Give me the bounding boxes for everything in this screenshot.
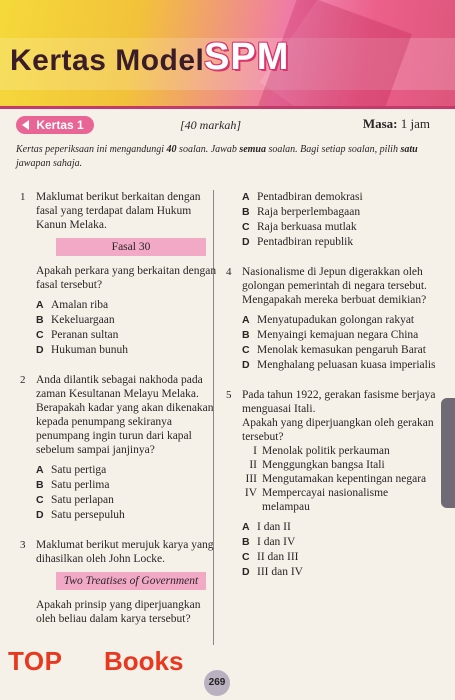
question-text: Berapakah kadar yang akan dikenakan kepada penumpang sekiranya penumpang ingin turun dari kapal sebelum sampai janjinya? (36, 402, 214, 456)
banner-spm-badge: SPM (204, 36, 290, 78)
option-d[interactable]: D III dan IV (242, 566, 303, 578)
question-5 (226, 388, 436, 579)
question-3-options (226, 190, 436, 249)
option-c[interactable]: C Satu perlapan (36, 494, 114, 506)
option-d[interactable]: D Menghalang peluasan kuasa imperialis (242, 359, 436, 371)
option-c[interactable]: C II dan III (242, 551, 299, 563)
option-c[interactable]: C Menolak kemasukan pengaruh Barat (242, 344, 426, 356)
logo-books-text: Books (104, 646, 184, 676)
question-number: 1 (20, 191, 26, 203)
statement-ii: II Menggungkan bangsa Itali (249, 459, 385, 471)
question-4 (226, 265, 436, 372)
option-b[interactable]: B Satu perlima (36, 479, 110, 491)
question-2 (20, 373, 220, 522)
option-b[interactable]: B I dan IV (242, 536, 296, 548)
instructions: Kertas peperiksaan ini mengandungi 40 soalan. Jawab semua soalan. Bagi setiap soalan, pilih satu jawapan sahaja. (16, 144, 418, 169)
paper-header (14, 114, 434, 136)
arrow-left-icon (22, 120, 29, 130)
question-stem: Pada tahun 1922, gerakan fasisme berjaya menguasai Itali. (242, 389, 436, 415)
question-stem: Nasionalisme di Jepun digerakkan oleh golongan pemerintah di negara tersebut. (242, 266, 427, 292)
question-text: Apakah perkara yang berkaitan dengan fasal tersebut? (36, 265, 217, 291)
banner-title: Kertas Model (10, 44, 205, 77)
question-number: 4 (226, 266, 232, 278)
statement-i: I Menolak politik perkauman (253, 445, 390, 457)
paper-label: Kertas 1 (36, 118, 84, 132)
question-number: 3 (20, 539, 26, 551)
option-a[interactable]: A Satu pertiga (36, 464, 107, 476)
question-number: 2 (20, 374, 26, 386)
header-rule (0, 106, 455, 109)
right-column (226, 190, 436, 595)
time-label: Masa: 1 jam (362, 116, 430, 131)
option-c[interactable]: C Peranan sultan (36, 329, 119, 341)
title-banner (0, 0, 455, 106)
question-text: Apakah yang diperjuangkan oleh gerakan tersebut? (242, 417, 434, 443)
statement-iv: IV Mempercayai nasionalisme melampau (244, 487, 389, 513)
marks-label: [40 markah] (180, 118, 242, 132)
option-b[interactable]: B Kekeluargaan (36, 314, 115, 326)
question-stem: Anda dilantik sebagai nakhoda pada zaman Kesultanan Melayu Melaka. (36, 374, 203, 400)
option-d[interactable]: D Hukuman bunuh (36, 344, 128, 356)
side-tab (441, 398, 455, 508)
question-number: 5 (226, 389, 232, 401)
option-d[interactable]: D Pentadbiran republik (242, 236, 354, 248)
option-c[interactable]: C Raja berkuasa mutlak (242, 221, 357, 233)
question-stem: Maklumat berikut merujuk karya yang dihasilkan oleh John Locke. (36, 539, 214, 565)
statement-iii: III Mengutamakan kepentingan negara (245, 473, 427, 485)
option-d[interactable]: D Satu persepuluh (36, 509, 125, 521)
question-1 (20, 190, 220, 357)
option-a[interactable]: A Menyatupadukan golongan rakyat (242, 314, 415, 326)
option-a[interactable]: A I dan II (242, 521, 291, 533)
paper-tag (16, 116, 94, 134)
option-a[interactable]: A Amalan riba (36, 299, 109, 311)
question-3 (20, 538, 220, 626)
question-text: Mengapakah mereka berbuat demikian? (242, 294, 427, 306)
question-stem: Maklumat berikut berkaitan dengan fasal yang terdapat dalam Hukum Kanun Melaka. (36, 191, 201, 231)
topbooks-logo (8, 646, 198, 686)
page-number: 269 (204, 670, 230, 696)
option-b[interactable]: B Raja berperlembagaan (242, 206, 361, 218)
info-box: Two Treatises of Government (56, 572, 206, 590)
left-column (20, 190, 220, 642)
option-b[interactable]: B Menyaingi kemajuan negara China (242, 329, 419, 341)
info-box: Fasal 30 (56, 238, 206, 256)
question-text: Apakah prinsip yang diperjuangkan oleh beliau dalam karya tersebut? (36, 599, 201, 625)
option-a[interactable]: A Pentadbiran demokrasi (242, 191, 363, 203)
logo-top-text: TOP (8, 646, 63, 676)
